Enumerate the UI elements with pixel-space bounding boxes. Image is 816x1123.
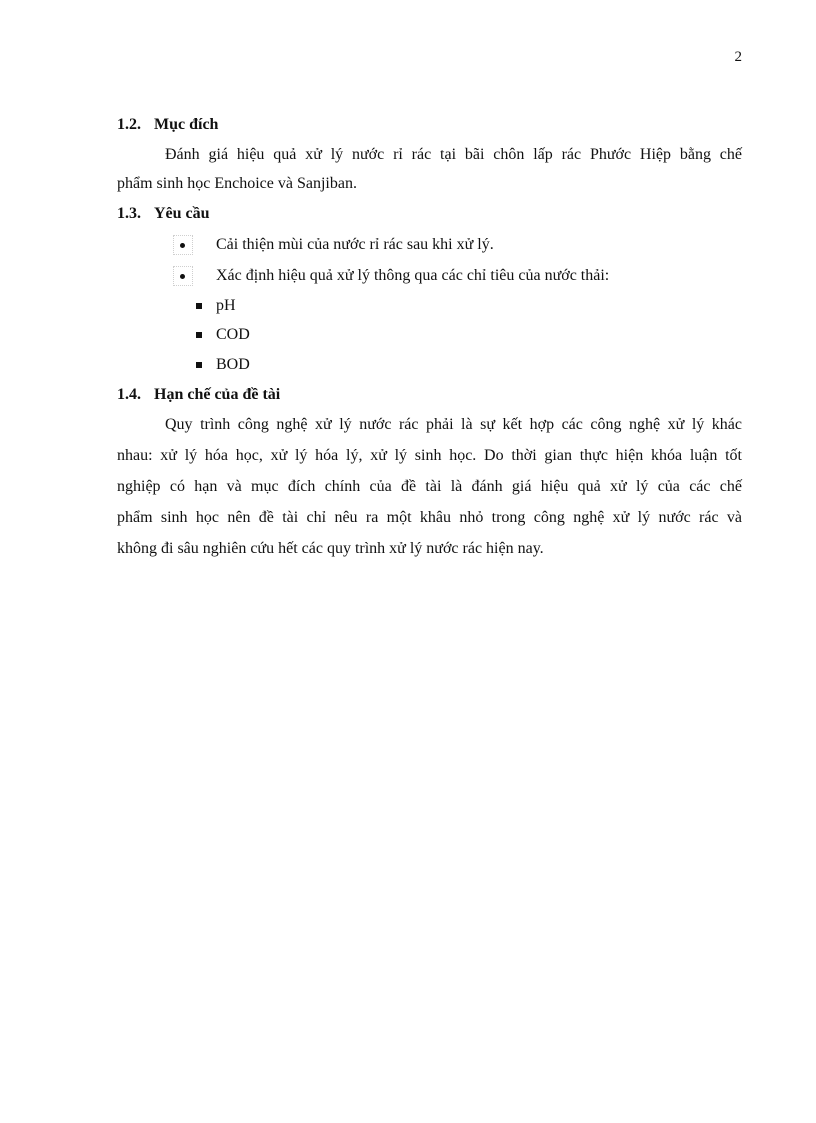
paragraph-line: Đánh giá hiệu quả xử lý nước rỉ rác tại bãi chôn lấp rác Phước Hiệp bằng chế	[165, 146, 742, 163]
bullet-dot-icon	[180, 274, 185, 279]
paragraph-line: Quy trình công nghệ xử lý nước rác phải là sự kết hợp các công nghệ xử lý khác	[165, 416, 742, 433]
section-number: 1.3.	[117, 205, 141, 222]
section-title: Hạn chế của đề tài	[154, 386, 281, 403]
square-bullet-icon	[196, 362, 202, 368]
bullet-text: Xác định hiệu quả xử lý thông qua các chỉ tiêu của nước thải:	[216, 267, 610, 284]
paragraph-line: phẩm sinh học nên đề tài chỉ nêu ra một khâu nhỏ trong công nghệ xử lý nước rác và	[117, 509, 742, 526]
sub-list-text: pH	[216, 297, 236, 314]
section-heading-yeu-cau	[117, 204, 210, 224]
sub-list-text: COD	[216, 326, 250, 343]
page-number: 2	[734, 49, 742, 65]
bullet-text: Cải thiện mùi của nước rỉ rác sau khi xử lý.	[216, 236, 494, 253]
section-number: 1.2.	[117, 116, 141, 133]
square-bullet-icon	[196, 332, 202, 338]
section-heading-muc-dich	[117, 115, 218, 135]
section-title: Yêu cầu	[154, 205, 210, 222]
section-number: 1.4.	[117, 386, 141, 403]
paragraph-line: nghiệp có hạn và mục đích chính của đề tài là đánh giá hiệu quả xử lý của các chế	[117, 478, 742, 495]
paragraph-line: nhau: xử lý hóa học, xử lý hóa lý, xử lý sinh học. Do thời gian thực hiện khóa luận tốt	[117, 447, 742, 464]
bullet-dot-icon	[180, 243, 185, 248]
paragraph-line: không đi sâu nghiên cứu hết các quy trình xử lý nước rác hiện nay.	[117, 540, 544, 557]
sub-list-text: BOD	[216, 356, 250, 373]
square-bullet-icon	[196, 303, 202, 309]
paragraph-line: phẩm sinh học Enchoice và Sanjiban.	[117, 175, 357, 192]
section-heading-han-che	[117, 385, 280, 405]
section-title: Mục đích	[154, 116, 219, 133]
